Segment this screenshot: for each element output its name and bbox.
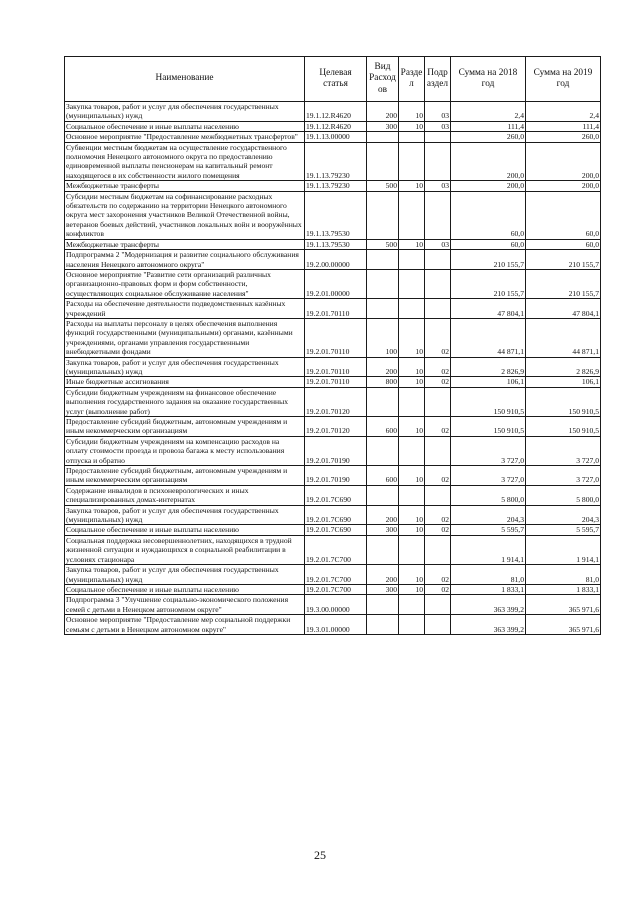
cell-target: 19.1.13.79230 <box>305 142 367 181</box>
cell-vid <box>367 535 399 564</box>
cell-name: Расходы на обеспечение деятельности подведомственных казённых учреждений <box>65 299 305 319</box>
cell-target: 19.3.00.00000 <box>305 595 367 615</box>
cell-vid: 800 <box>367 377 399 387</box>
cell-vid: 200 <box>367 505 399 525</box>
table-row <box>65 239 601 249</box>
cell-name: Предоставление субсидий бюджетным, автономным учреждениям и иным некоммерческим организациям <box>65 417 305 437</box>
cell-target: 19.2.01.70120 <box>305 417 367 437</box>
cell-sum2019: 210 155,7 <box>526 269 601 298</box>
cell-name: Субсидии местным бюджетам на софинансирование расходных обязательств по содержанию на территории Ненецкого автономного округа мест захоронения участников Великой Отечественной войны, ветеранов боевых действий, участников локальных войн и вооружённых конфликтов <box>65 191 305 239</box>
cell-sum2019: 111,4 <box>526 121 601 131</box>
cell-sum2018: 81,0 <box>451 565 526 585</box>
table-row <box>65 525 601 535</box>
cell-target: 19.2.01.70110 <box>305 377 367 387</box>
cell-vid <box>367 132 399 142</box>
cell-vid <box>367 299 399 319</box>
cell-podrazdel <box>425 132 451 142</box>
cell-vid <box>367 485 399 505</box>
table-row <box>65 565 601 585</box>
cell-sum2018: 60,0 <box>451 191 526 239</box>
table-row <box>65 584 601 594</box>
cell-name: Субсидии бюджетным учреждениям на компенсацию расходов на оплату стоимости проезда и провоза багажа к месту использования отпуска и обратно <box>65 436 305 465</box>
header-vid: Вид Расход ов <box>367 57 399 102</box>
cell-target: 19.2.01.7С700 <box>305 584 367 594</box>
cell-vid <box>367 250 399 270</box>
cell-sum2019: 260,0 <box>526 132 601 142</box>
cell-razdel: 10 <box>399 181 425 191</box>
cell-vid: 300 <box>367 525 399 535</box>
table-row <box>65 417 601 437</box>
cell-sum2018: 2 826,9 <box>451 357 526 377</box>
table-row <box>65 250 601 270</box>
cell-vid <box>367 387 399 416</box>
cell-vid: 600 <box>367 466 399 486</box>
cell-sum2018: 260,0 <box>451 132 526 142</box>
cell-podrazdel <box>425 269 451 298</box>
cell-vid <box>367 269 399 298</box>
cell-razdel <box>399 485 425 505</box>
cell-sum2019: 1 914,1 <box>526 535 601 564</box>
cell-vid: 500 <box>367 239 399 249</box>
cell-sum2019: 1 833,1 <box>526 584 601 594</box>
cell-name: Подпрограмма 2 "Модернизация и развитие социального обслуживания населения Ненецкого автономного округа" <box>65 250 305 270</box>
cell-podrazdel: 03 <box>425 239 451 249</box>
cell-name: Социальная поддержка несовершеннолетних, находящихся в трудной жизненной ситуации и нуждающихся в социальной реабилитации в условиях стационара <box>65 535 305 564</box>
cell-sum2018: 363 399,2 <box>451 615 526 635</box>
cell-target: 19.2.01.70110 <box>305 357 367 377</box>
page-number: 25 <box>314 848 326 862</box>
cell-sum2018: 3 727,0 <box>451 436 526 465</box>
cell-target: 19.1.13.79530 <box>305 191 367 239</box>
cell-vid <box>367 191 399 239</box>
table-row <box>65 505 601 525</box>
table-row <box>65 132 601 142</box>
cell-name: Закупка товаров, работ и услуг для обеспечения государственных (муниципальных) нужд <box>65 565 305 585</box>
header-podrazdel: Подр аздел <box>425 57 451 102</box>
cell-podrazdel: 02 <box>425 505 451 525</box>
cell-sum2019: 2,4 <box>526 102 601 122</box>
cell-target: 19.1.13.79230 <box>305 181 367 191</box>
cell-target: 19.2.01.7С690 <box>305 485 367 505</box>
cell-podrazdel <box>425 250 451 270</box>
cell-vid <box>367 595 399 615</box>
cell-sum2019: 150 910,5 <box>526 417 601 437</box>
cell-razdel <box>399 191 425 239</box>
cell-razdel: 10 <box>399 377 425 387</box>
table-row <box>65 181 601 191</box>
cell-razdel <box>399 299 425 319</box>
cell-podrazdel <box>425 191 451 239</box>
table-row <box>65 615 601 635</box>
cell-sum2018: 3 727,0 <box>451 466 526 486</box>
cell-vid: 500 <box>367 181 399 191</box>
cell-sum2019: 44 871,1 <box>526 318 601 357</box>
cell-sum2018: 47 804,1 <box>451 299 526 319</box>
cell-name: Межбюджетные трансферты <box>65 239 305 249</box>
cell-razdel: 10 <box>399 505 425 525</box>
cell-sum2018: 204,3 <box>451 505 526 525</box>
cell-razdel: 10 <box>399 565 425 585</box>
cell-target: 19.1.13.00000 <box>305 132 367 142</box>
header-name: Наименование <box>65 57 305 102</box>
table-row <box>65 595 601 615</box>
header-sum-2018: Сумма на 2018 год <box>451 57 526 102</box>
cell-name: Основное мероприятие "Предоставление межбюджетных трансфертов" <box>65 132 305 142</box>
cell-podrazdel: 02 <box>425 318 451 357</box>
cell-name: Субсидии бюджетным учреждениям на финансовое обеспечение выполнения государственного задания на оказание государственных услуг (выполнение работ) <box>65 387 305 416</box>
cell-vid: 600 <box>367 417 399 437</box>
cell-sum2018: 363 399,2 <box>451 595 526 615</box>
cell-sum2019: 3 727,0 <box>526 436 601 465</box>
cell-podrazdel <box>425 595 451 615</box>
cell-podrazdel: 02 <box>425 417 451 437</box>
cell-sum2018: 200,0 <box>451 181 526 191</box>
cell-target: 19.1.13.79530 <box>305 239 367 249</box>
cell-sum2019: 200,0 <box>526 142 601 181</box>
cell-razdel <box>399 535 425 564</box>
cell-vid <box>367 142 399 181</box>
cell-podrazdel: 03 <box>425 121 451 131</box>
cell-sum2019: 365 971,6 <box>526 595 601 615</box>
cell-target: 19.2.01.7С690 <box>305 525 367 535</box>
cell-sum2019: 5 800,0 <box>526 485 601 505</box>
cell-sum2019: 81,0 <box>526 565 601 585</box>
cell-razdel: 10 <box>399 102 425 122</box>
cell-name: Содержание инвалидов в психоневрологических и иных специализированных домах-интернатах <box>65 485 305 505</box>
cell-sum2019: 200,0 <box>526 181 601 191</box>
cell-razdel <box>399 615 425 635</box>
cell-vid: 200 <box>367 357 399 377</box>
cell-name: Предоставление субсидий бюджетным, автономным учреждениям и иным некоммерческим организациям <box>65 466 305 486</box>
cell-name: Социальное обеспечение и иные выплаты населению <box>65 525 305 535</box>
cell-vid <box>367 436 399 465</box>
cell-target: 19.2.01.70110 <box>305 299 367 319</box>
header-razdel: Разде л <box>399 57 425 102</box>
cell-name: Социальное обеспечение и иные выплаты населению <box>65 584 305 594</box>
cell-razdel <box>399 250 425 270</box>
cell-podrazdel <box>425 387 451 416</box>
cell-razdel <box>399 269 425 298</box>
cell-vid <box>367 615 399 635</box>
table-body <box>65 102 601 635</box>
table-row <box>65 102 601 122</box>
cell-razdel: 10 <box>399 357 425 377</box>
cell-vid: 100 <box>367 318 399 357</box>
cell-podrazdel: 02 <box>425 525 451 535</box>
table-row <box>65 191 601 239</box>
cell-name: Подпрограмма 3 "Улучшение социально-экономического положения семей с детьми в Ненецком автономном округе" <box>65 595 305 615</box>
cell-sum2018: 60,0 <box>451 239 526 249</box>
cell-sum2018: 44 871,1 <box>451 318 526 357</box>
cell-sum2018: 1 833,1 <box>451 584 526 594</box>
cell-podrazdel <box>425 142 451 181</box>
cell-sum2019: 60,0 <box>526 191 601 239</box>
cell-podrazdel: 02 <box>425 357 451 377</box>
cell-razdel: 10 <box>399 239 425 249</box>
cell-sum2019: 204,3 <box>526 505 601 525</box>
cell-sum2019: 47 804,1 <box>526 299 601 319</box>
cell-sum2018: 210 155,7 <box>451 250 526 270</box>
cell-sum2018: 210 155,7 <box>451 269 526 298</box>
table-row <box>65 466 601 486</box>
cell-sum2018: 5 595,7 <box>451 525 526 535</box>
cell-podrazdel: 03 <box>425 102 451 122</box>
table-row <box>65 535 601 564</box>
table-row <box>65 485 601 505</box>
cell-vid: 300 <box>367 584 399 594</box>
cell-name: Субвенции местным бюджетам на осуществление государственного полномочия Ненецкого автономного округа по предоставлению единовременной выплаты пенсионерам на капитальный ремонт находящегося в их собственности жилого помещения <box>65 142 305 181</box>
cell-target: 19.2.01.7С700 <box>305 565 367 585</box>
cell-sum2018: 2,4 <box>451 102 526 122</box>
cell-razdel: 10 <box>399 466 425 486</box>
cell-target: 19.2.01.70190 <box>305 436 367 465</box>
cell-podrazdel <box>425 299 451 319</box>
cell-podrazdel <box>425 535 451 564</box>
table-header-row <box>65 57 601 102</box>
cell-sum2019: 3 727,0 <box>526 466 601 486</box>
cell-target: 19.2.01.7С700 <box>305 535 367 564</box>
table-row <box>65 377 601 387</box>
cell-name: Закупка товаров, работ и услуг для обеспечения государственных (муниципальных) нужд <box>65 357 305 377</box>
cell-podrazdel: 03 <box>425 181 451 191</box>
cell-target: 19.2.01.70190 <box>305 466 367 486</box>
cell-sum2018: 150 910,5 <box>451 387 526 416</box>
cell-sum2019: 365 971,6 <box>526 615 601 635</box>
cell-sum2018: 111,4 <box>451 121 526 131</box>
cell-sum2018: 150 910,5 <box>451 417 526 437</box>
cell-sum2019: 5 595,7 <box>526 525 601 535</box>
table-row <box>65 436 601 465</box>
cell-target: 19.1.12.R4620 <box>305 121 367 131</box>
table-row <box>65 318 601 357</box>
cell-razdel: 10 <box>399 525 425 535</box>
cell-razdel: 10 <box>399 318 425 357</box>
cell-name: Закупка товаров, работ и услуг для обеспечения государственных (муниципальных) нужд <box>65 102 305 122</box>
cell-sum2019: 210 155,7 <box>526 250 601 270</box>
cell-podrazdel: 02 <box>425 466 451 486</box>
cell-target: 19.2.00.00000 <box>305 250 367 270</box>
table-row <box>65 299 601 319</box>
cell-podrazdel: 02 <box>425 565 451 585</box>
cell-sum2019: 2 826,9 <box>526 357 601 377</box>
cell-podrazdel: 02 <box>425 584 451 594</box>
cell-sum2019: 150 910,5 <box>526 387 601 416</box>
cell-podrazdel <box>425 615 451 635</box>
budget-table <box>64 56 601 635</box>
cell-podrazdel <box>425 485 451 505</box>
cell-target: 19.2.01.70120 <box>305 387 367 416</box>
cell-vid: 300 <box>367 121 399 131</box>
table-row <box>65 387 601 416</box>
cell-vid: 200 <box>367 565 399 585</box>
cell-name: Иные бюджетные ассигнования <box>65 377 305 387</box>
table-row <box>65 142 601 181</box>
cell-razdel: 10 <box>399 417 425 437</box>
cell-sum2019: 106,1 <box>526 377 601 387</box>
cell-target: 19.2.01.00000 <box>305 269 367 298</box>
cell-razdel <box>399 595 425 615</box>
cell-name: Социальное обеспечение и иные выплаты населению <box>65 121 305 131</box>
cell-razdel: 10 <box>399 121 425 131</box>
cell-razdel <box>399 436 425 465</box>
cell-name: Основное мероприятие "Развитие сети организаций различных организационно-правовых форм и форм собственности, осуществляющих социальное обслуживание населения" <box>65 269 305 298</box>
cell-razdel <box>399 387 425 416</box>
cell-sum2019: 60,0 <box>526 239 601 249</box>
cell-sum2018: 1 914,1 <box>451 535 526 564</box>
header-sum-2019: Сумма на 2019 год <box>526 57 601 102</box>
cell-target: 19.1.12.R4620 <box>305 102 367 122</box>
table-row <box>65 357 601 377</box>
cell-podrazdel: 02 <box>425 377 451 387</box>
table-row <box>65 121 601 131</box>
cell-name: Расходы на выплаты персоналу в целях обеспечения выполнения функций государственными (муниципальными) органами, казёнными учреждениями, органами управления государственными внебюджетными фондами <box>65 318 305 357</box>
cell-name: Закупка товаров, работ и услуг для обеспечения государственных (муниципальных) нужд <box>65 505 305 525</box>
cell-name: Межбюджетные трансферты <box>65 181 305 191</box>
cell-target: 19.3.01.00000 <box>305 615 367 635</box>
cell-razdel <box>399 142 425 181</box>
cell-target: 19.2.01.7С690 <box>305 505 367 525</box>
cell-razdel: 10 <box>399 584 425 594</box>
cell-podrazdel <box>425 436 451 465</box>
header-target: Целевая статья <box>305 57 367 102</box>
table-row <box>65 269 601 298</box>
cell-sum2018: 106,1 <box>451 377 526 387</box>
cell-sum2018: 200,0 <box>451 142 526 181</box>
cell-target: 19.2.01.70110 <box>305 318 367 357</box>
cell-name: Основное мероприятие "Предоставление мер социальной поддержки семьям с детьми в Ненецком автономном округе" <box>65 615 305 635</box>
cell-sum2018: 5 800,0 <box>451 485 526 505</box>
cell-vid: 200 <box>367 102 399 122</box>
cell-razdel <box>399 132 425 142</box>
